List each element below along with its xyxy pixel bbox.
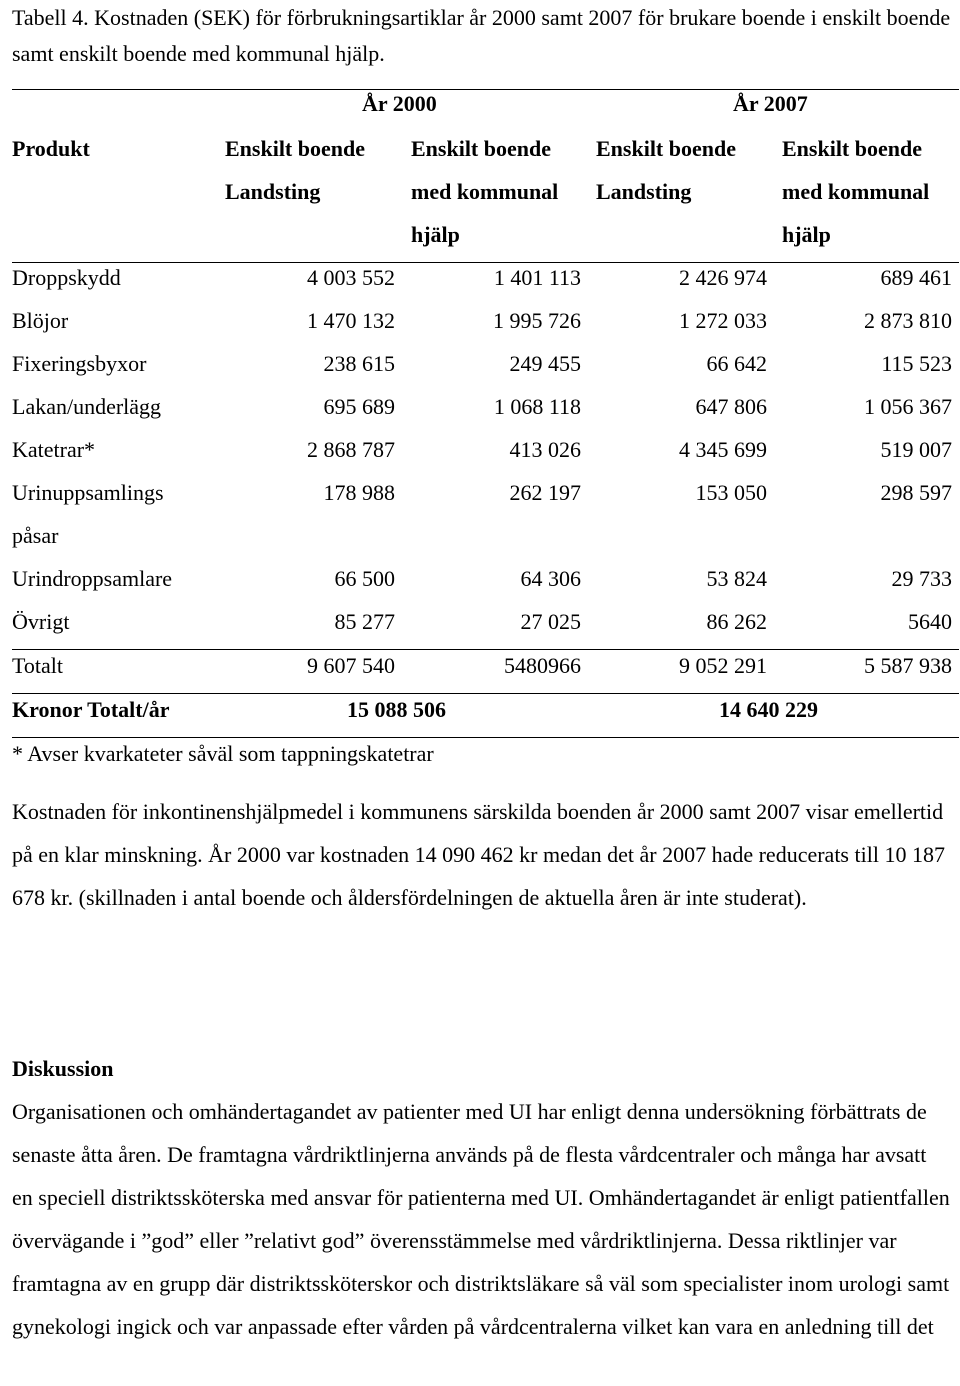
row-ovrigt-value-1: 85 277 [334,609,395,634]
row-katetrar-value-1: 2 868 787 [307,437,395,462]
row-lakan-value-4: 1 056 367 [864,394,952,419]
header-bottom-rule [12,262,959,263]
total-label: Totalt [12,653,64,678]
total-value-3: 9 052 291 [679,653,767,678]
paragraph-cost: Kostnaden för inkontinenshjälpmedel i kommunens särskilda boenden år 2000 samt 2007 visar emellertid på en klar minskning. År 2000 var kostnaden 14 090 462 kr medan det år 2007 hade reducerats till 10 187 678 kr. (skillnaden i antal boende och åldersfördelningen de aktuella åren är inte studerat). [12,799,945,910]
row-blojor-product: Blöjor [12,308,69,333]
year-header-2007: År 2007 [733,91,808,116]
row-droppskydd-value-2: 1 401 113 [493,265,581,290]
row-fixeringsbyxor-product: Fixeringsbyxor [12,351,147,376]
total-bottom-rule [12,693,959,694]
row-urinuppsamlings-value-2: 262 197 [509,480,581,505]
col-header-2-line2: med kommunal [411,179,559,204]
row-katetrar-product: Katetrar* [12,437,96,462]
row-ovrigt-product: Övrigt [12,609,70,634]
row-fixeringsbyxor-value-4: 115 523 [881,351,952,376]
col-header-1-line1: Enskilt boende [225,136,365,161]
col-header-3-line2: Landsting [596,179,692,204]
year-header-2000: År 2000 [362,91,437,116]
paragraph-discussion: Organisationen och omhändertagandet av patienter med UI har enligt denna undersökning förbättrats de senaste åtta åren. De framtagna vårdriktlinjerna används på de flesta vårdcentraler och många har avsatt en speciell distriktssköterska med ansvar för patienterna med UI. Omhändertagandet är enligt patientfallen övervägande i ”god” eller ”relativt god” överensstämmelse med vårdriktlinjerna. Dessa riktlinjer var framtagna av en grupp där distriktssköterskor och distriktsläkare så väl som specialister inom urologi samt gynekologi ingick och var anpassade efter vården på vårdcentralerna vilket kan vara en anledning till det [12,1099,950,1339]
total-value-1: 9 607 540 [307,653,395,678]
row-fixeringsbyxor-value-1: 238 615 [323,351,395,376]
row-urinuppsamlings-product: Urinuppsamlings [12,480,164,505]
section-heading-diskussion: Diskussion [12,1056,114,1081]
row-blojor-value-4: 2 873 810 [864,308,952,333]
row-blojor-value-1: 1 470 132 [307,308,395,333]
row-lakan-value-3: 647 806 [695,394,767,419]
row-urindroppsamlare-value-4: 29 733 [891,566,952,591]
row-ovrigt-value-2: 27 025 [520,609,581,634]
col-header-4-line3: hjälp [782,222,831,247]
row-lakan-product: Lakan/underlägg [12,394,162,419]
per-year-value-2007: 14 640 229 [719,697,818,722]
col-header-2-line3: hjälp [411,222,460,247]
row-katetrar-value-3: 4 345 699 [679,437,767,462]
row-ovrigt-value-3: 86 262 [706,609,767,634]
row-droppskydd-value-3: 2 426 974 [679,265,767,290]
row-blojor-value-2: 1 995 726 [493,308,581,333]
row-ovrigt-value-4: 5640 [908,609,952,634]
row-urinuppsamlings-value-3: 153 050 [695,480,767,505]
table-footnote: * Avser kvarkateter såväl som tappningskatetrar [12,741,434,766]
row-blojor-value-3: 1 272 033 [679,308,767,333]
row-urindroppsamlare-product: Urindroppsamlare [12,566,173,591]
total-value-2: 5480966 [504,653,581,678]
product-header: Produkt [12,136,90,161]
row-urinuppsamlings-product-cont: påsar [12,523,59,548]
row-fixeringsbyxor-value-3: 66 642 [706,351,767,376]
total-value-4: 5 587 938 [864,653,952,678]
row-droppskydd-value-1: 4 003 552 [307,265,395,290]
row-fixeringsbyxor-value-2: 249 455 [509,351,581,376]
table-bottom-rule [12,737,959,738]
row-urinuppsamlings-value-4: 298 597 [880,480,952,505]
per-year-value-2000: 15 088 506 [347,697,446,722]
per-year-label: Kronor Totalt/år [12,697,170,722]
row-katetrar-value-4: 519 007 [880,437,952,462]
row-lakan-value-1: 695 689 [323,394,395,419]
row-droppskydd-product: Droppskydd [12,265,121,290]
total-top-rule [12,649,959,650]
col-header-4-line1: Enskilt boende [782,136,922,161]
col-header-1-line2: Landsting [225,179,321,204]
row-urindroppsamlare-value-3: 53 824 [706,566,767,591]
table-top-rule [12,89,959,90]
row-katetrar-value-2: 413 026 [509,437,581,462]
table-caption: Tabell 4. Kostnaden (SEK) för förbrukningsartiklar år 2000 samt 2007 för brukare boende i enskilt boende samt enskilt boende med kommunal hjälp. [12,5,951,66]
row-urindroppsamlare-value-1: 66 500 [334,566,395,591]
row-droppskydd-value-4: 689 461 [880,265,952,290]
row-urindroppsamlare-value-2: 64 306 [520,566,581,591]
col-header-2-line1: Enskilt boende [411,136,551,161]
col-header-4-line2: med kommunal [782,179,930,204]
col-header-3-line1: Enskilt boende [596,136,736,161]
row-urinuppsamlings-value-1: 178 988 [323,480,395,505]
row-lakan-value-2: 1 068 118 [493,394,581,419]
